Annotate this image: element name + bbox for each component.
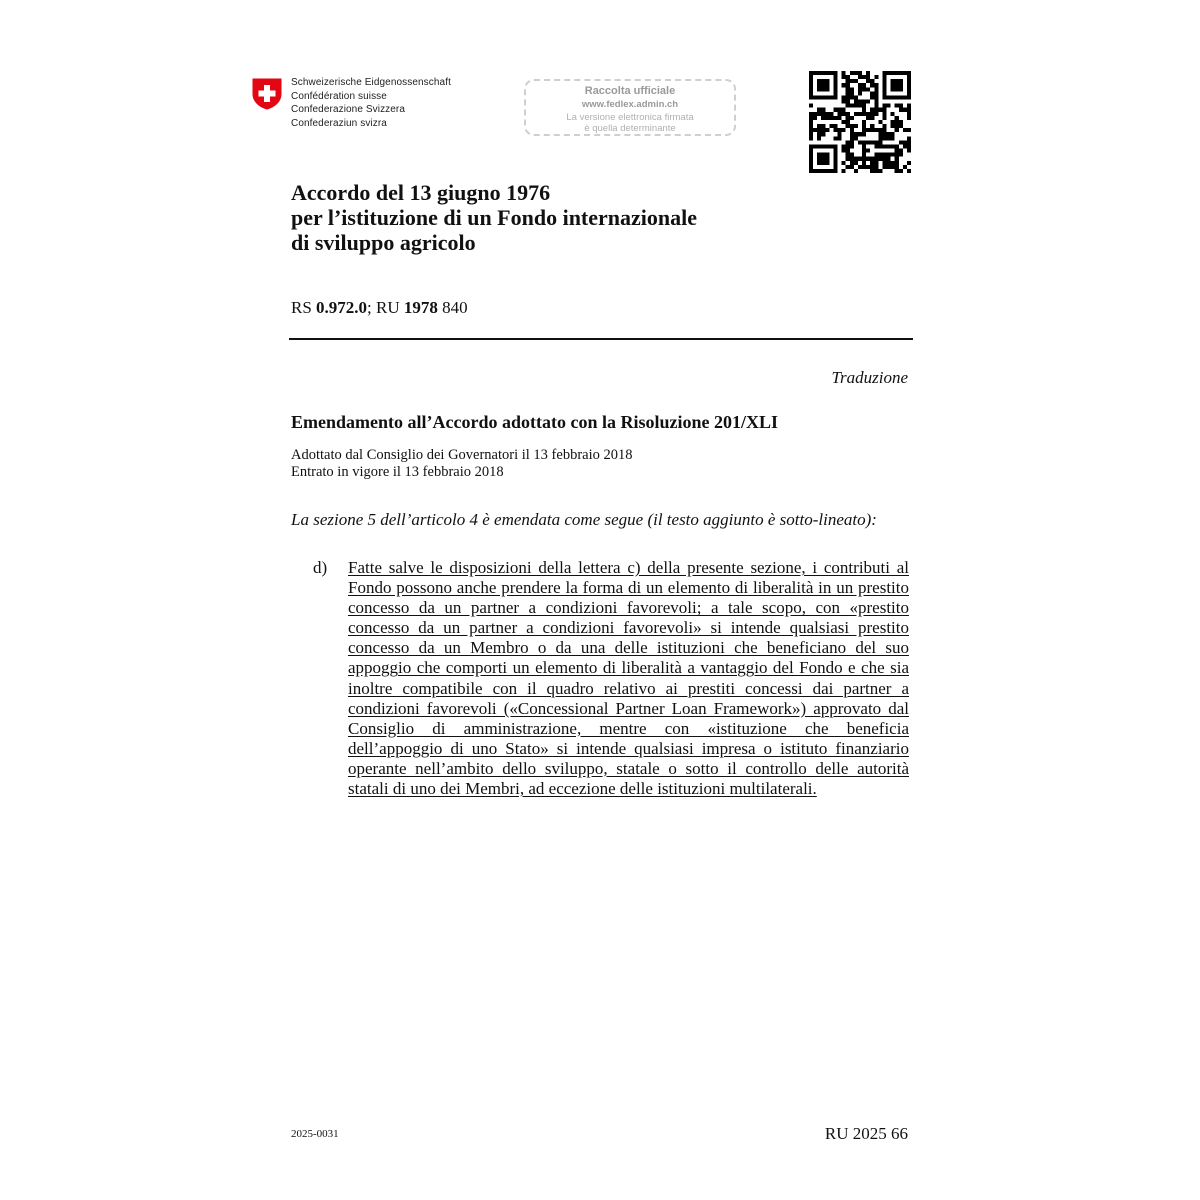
title-line-1: Accordo del 13 giugno 1976 (291, 180, 551, 205)
confederation-name-rm: Confederaziun svizra (291, 117, 387, 129)
ru-year: 1978 (403, 298, 438, 317)
confederation-name-de: Schweizerische Eidgenossenschaft (291, 77, 451, 88)
confederation-names (291, 76, 451, 130)
confederation-name-it: Confederazione Svizzera (291, 104, 406, 115)
adopted-date: Adottato dal Consiglio dei Governatori il 13 febbraio 2018 (291, 447, 633, 463)
page-header (252, 76, 912, 176)
rs-label: RS (291, 298, 317, 317)
amendment-intro: La sezione 5 dell’articolo 4 è emendata come segue (il testo aggiunto è sotto-lineato): (291, 510, 877, 529)
ru-label: ; RU (367, 298, 404, 317)
rs-number: 0.972.0 (316, 298, 368, 317)
swiss-coat-of-arms-icon (252, 78, 282, 110)
stamp-note-2: è quella determinante (584, 123, 676, 134)
horizontal-rule (289, 338, 913, 340)
title-line-3: di sviluppo agricolo (291, 230, 476, 255)
official-collection-reference: RU 2025 66 (824, 1124, 908, 1143)
document-number: 2025-0031 (291, 1128, 339, 1140)
stamp-note-1: La versione elettronica firmata (566, 112, 694, 123)
classification-references (291, 298, 468, 318)
ru-page: 840 (437, 298, 468, 317)
stamp-title: Raccolta ufficiale (584, 85, 676, 97)
translation-label: Traduzione (831, 368, 908, 387)
title-line-2: per l’istituzione di un Fondo internazionale (291, 205, 698, 230)
document-title (291, 180, 697, 255)
official-collection-stamp (524, 79, 736, 136)
item-letter: d) (313, 558, 328, 577)
amendment-title: Emendamento all’Accordo adottato con la Risoluzione 201/XLI (291, 412, 778, 432)
amendment-dates (291, 447, 633, 481)
qr-code-icon (809, 71, 911, 173)
confederation-name-fr: Confédération suisse (291, 90, 387, 102)
amended-paragraph: Fatte salve le disposizioni della lettera c) della presente sezione, i contributi al Fondo possono anche prendere la forma di un elemento di liberalità in un prestito concesso da un partner a condizioni favorevoli; a tale scopo, con «prestito concesso da un partner a condizioni favorevoli» si intende qualsiasi prestito concesso da un Membro o da una delle istituzioni che beneficiano del suo appoggio che comporti un elemento di liberalità a vantaggio del Fondo e che sia inoltre compatibile con il quadro relativo ai prestiti concessi dai partner a condizioni favorevoli («Concessional Partner Loan Framework») approvato dal Consiglio di amministrazione, mentre con «istituzione che beneficia dell’appoggio di uno Stato» si intende qualsiasi impresa o istituto finanziario operante nell’ambito dello sviluppo, statale o sotto il controllo delle autorità statali di uno dei Membri, ad eccezione delle istituzioni multilaterali. (348, 558, 909, 799)
stamp-url: www.fedlex.admin.ch (581, 99, 679, 110)
in-force-date: Entrato in vigore il 13 febbraio 2018 (291, 464, 504, 480)
